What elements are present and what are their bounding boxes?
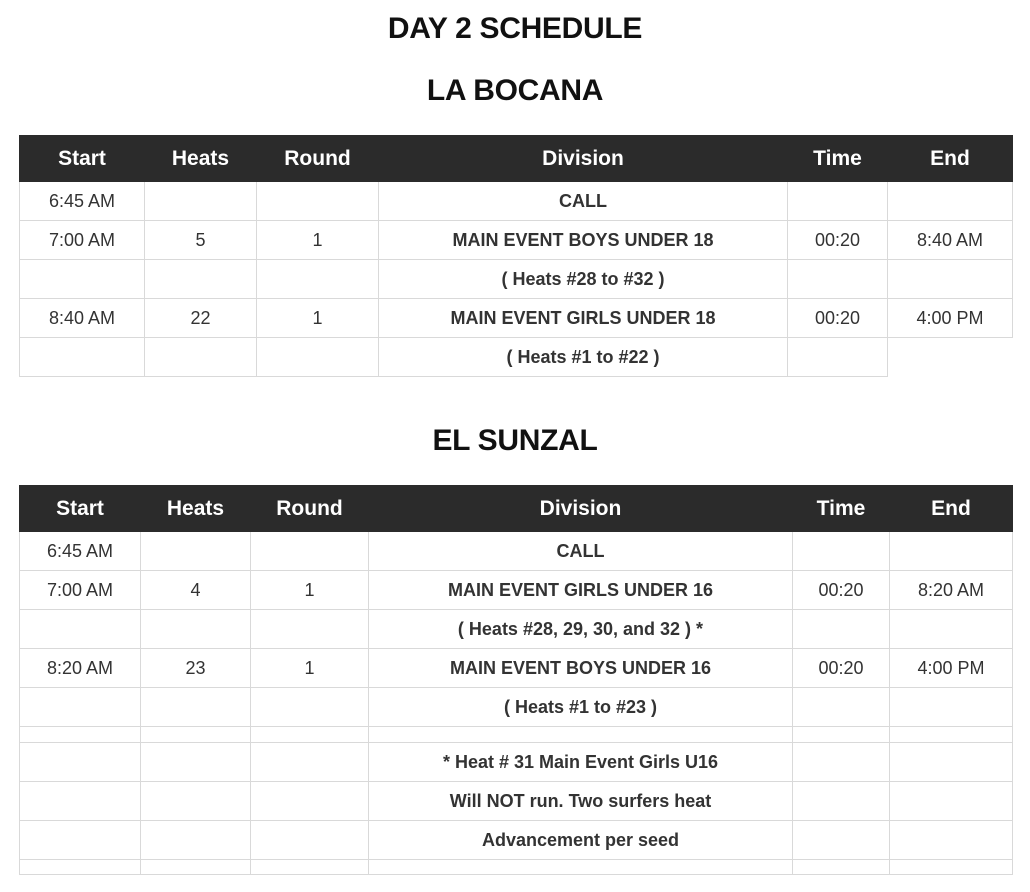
cell-round bbox=[251, 727, 369, 743]
cell-time bbox=[793, 610, 890, 649]
cell-round: 1 bbox=[251, 649, 369, 688]
cell-division: MAIN EVENT GIRLS UNDER 16 bbox=[369, 571, 793, 610]
cell-heats bbox=[141, 743, 251, 782]
cell-time bbox=[793, 727, 890, 743]
cell-start bbox=[20, 338, 145, 377]
cell-heats bbox=[141, 688, 251, 727]
cell-division: MAIN EVENT BOYS UNDER 16 bbox=[369, 649, 793, 688]
cell-heats: 5 bbox=[145, 221, 257, 260]
header-start: Start bbox=[20, 136, 145, 182]
header-round: Round bbox=[257, 136, 379, 182]
cell-round bbox=[257, 338, 379, 377]
cell-end bbox=[890, 610, 1013, 649]
cell-end bbox=[890, 688, 1013, 727]
cell-heats: 4 bbox=[141, 571, 251, 610]
cell-start bbox=[20, 610, 141, 649]
cell-start: 8:20 AM bbox=[20, 649, 141, 688]
cell-time: 00:20 bbox=[793, 649, 890, 688]
cell-end bbox=[890, 821, 1013, 860]
cell-heats bbox=[141, 821, 251, 860]
table-row bbox=[20, 221, 1013, 260]
cell-start bbox=[20, 688, 141, 727]
cell-time: 00:20 bbox=[793, 571, 890, 610]
table-row bbox=[20, 338, 1013, 377]
cell-start bbox=[20, 860, 141, 875]
header-heats: Heats bbox=[145, 136, 257, 182]
table-header-row bbox=[20, 486, 1013, 532]
cell-heats bbox=[145, 260, 257, 299]
cell-round: 1 bbox=[257, 299, 379, 338]
cell-time bbox=[793, 532, 890, 571]
header-time: Time bbox=[793, 486, 890, 532]
table-row bbox=[20, 821, 1013, 860]
header-round: Round bbox=[251, 486, 369, 532]
cell-end: 4:00 PM bbox=[888, 299, 1013, 338]
cell-division bbox=[369, 727, 793, 743]
cell-time bbox=[788, 260, 888, 299]
cell-heats bbox=[141, 610, 251, 649]
table-row bbox=[20, 610, 1013, 649]
cell-end bbox=[888, 338, 1013, 377]
cell-round bbox=[251, 532, 369, 571]
table-row bbox=[20, 782, 1013, 821]
cell-round: 1 bbox=[251, 571, 369, 610]
cell-time bbox=[793, 688, 890, 727]
cell-division: Will NOT run. Two surfers heat bbox=[369, 782, 793, 821]
table-header-row bbox=[20, 136, 1013, 182]
cell-round bbox=[251, 743, 369, 782]
cell-start bbox=[20, 782, 141, 821]
table-row bbox=[20, 649, 1013, 688]
cell-end bbox=[890, 532, 1013, 571]
cell-start: 6:45 AM bbox=[20, 182, 145, 221]
table-row bbox=[20, 260, 1013, 299]
section-title-el-sunzal: EL SUNZAL bbox=[432, 424, 598, 457]
cell-heats bbox=[141, 727, 251, 743]
cell-round bbox=[251, 821, 369, 860]
table-row bbox=[20, 743, 1013, 782]
table-row bbox=[20, 571, 1013, 610]
table-row bbox=[20, 727, 1013, 743]
cell-heats bbox=[141, 532, 251, 571]
cell-division: * Heat # 31 Main Event Girls U16 bbox=[369, 743, 793, 782]
cell-round bbox=[251, 782, 369, 821]
cell-division: CALL bbox=[379, 182, 788, 221]
cell-division: CALL bbox=[369, 532, 793, 571]
header-division: Division bbox=[369, 486, 793, 532]
cell-start bbox=[20, 821, 141, 860]
cell-start: 8:40 AM bbox=[20, 299, 145, 338]
header-end: End bbox=[890, 486, 1013, 532]
table-row bbox=[20, 299, 1013, 338]
cell-end bbox=[888, 182, 1013, 221]
header-time: Time bbox=[788, 136, 888, 182]
page-title: DAY 2 SCHEDULE bbox=[387, 12, 643, 45]
schedule-table-la-bocana bbox=[19, 135, 1013, 377]
cell-time: 00:20 bbox=[788, 299, 888, 338]
cell-end bbox=[890, 860, 1013, 875]
cell-round bbox=[257, 260, 379, 299]
cell-time bbox=[788, 182, 888, 221]
cell-time: 00:20 bbox=[788, 221, 888, 260]
cell-round bbox=[251, 860, 369, 875]
table-row bbox=[20, 688, 1013, 727]
cell-time bbox=[793, 782, 890, 821]
cell-division: ( Heats #1 to #22 ) bbox=[379, 338, 788, 377]
header-heats: Heats bbox=[141, 486, 251, 532]
cell-heats bbox=[141, 860, 251, 875]
section-title-la-bocana: LA BOCANA bbox=[426, 74, 604, 107]
header-end: End bbox=[888, 136, 1013, 182]
cell-start: 6:45 AM bbox=[20, 532, 141, 571]
cell-time bbox=[788, 338, 888, 377]
cell-start bbox=[20, 260, 145, 299]
cell-time bbox=[793, 743, 890, 782]
cell-heats bbox=[145, 182, 257, 221]
cell-division: ( Heats #28, 29, 30, and 32 ) * bbox=[369, 610, 793, 649]
cell-division: MAIN EVENT GIRLS UNDER 18 bbox=[379, 299, 788, 338]
cell-end bbox=[890, 743, 1013, 782]
table-row bbox=[20, 532, 1013, 571]
cell-round bbox=[257, 182, 379, 221]
cell-heats: 23 bbox=[141, 649, 251, 688]
header-division: Division bbox=[379, 136, 788, 182]
cell-end bbox=[890, 782, 1013, 821]
cell-division: ( Heats #28 to #32 ) bbox=[379, 260, 788, 299]
cell-start bbox=[20, 727, 141, 743]
cell-heats bbox=[141, 782, 251, 821]
cell-start: 7:00 AM bbox=[20, 221, 145, 260]
cell-time bbox=[793, 821, 890, 860]
cell-end: 8:20 AM bbox=[890, 571, 1013, 610]
header-start: Start bbox=[20, 486, 141, 532]
cell-heats bbox=[145, 338, 257, 377]
cell-heats: 22 bbox=[145, 299, 257, 338]
cell-round bbox=[251, 610, 369, 649]
cell-start: 7:00 AM bbox=[20, 571, 141, 610]
schedule-table-el-sunzal bbox=[19, 485, 1013, 875]
cell-round bbox=[251, 688, 369, 727]
cell-division: MAIN EVENT BOYS UNDER 18 bbox=[379, 221, 788, 260]
cell-start bbox=[20, 743, 141, 782]
cell-division bbox=[369, 860, 793, 875]
cell-division: Advancement per seed bbox=[369, 821, 793, 860]
table-row bbox=[20, 182, 1013, 221]
cell-division: ( Heats #1 to #23 ) bbox=[369, 688, 793, 727]
table-row bbox=[20, 860, 1013, 875]
cell-end: 8:40 AM bbox=[888, 221, 1013, 260]
cell-end bbox=[888, 260, 1013, 299]
cell-end: 4:00 PM bbox=[890, 649, 1013, 688]
cell-end bbox=[890, 727, 1013, 743]
cell-time bbox=[793, 860, 890, 875]
cell-round: 1 bbox=[257, 221, 379, 260]
